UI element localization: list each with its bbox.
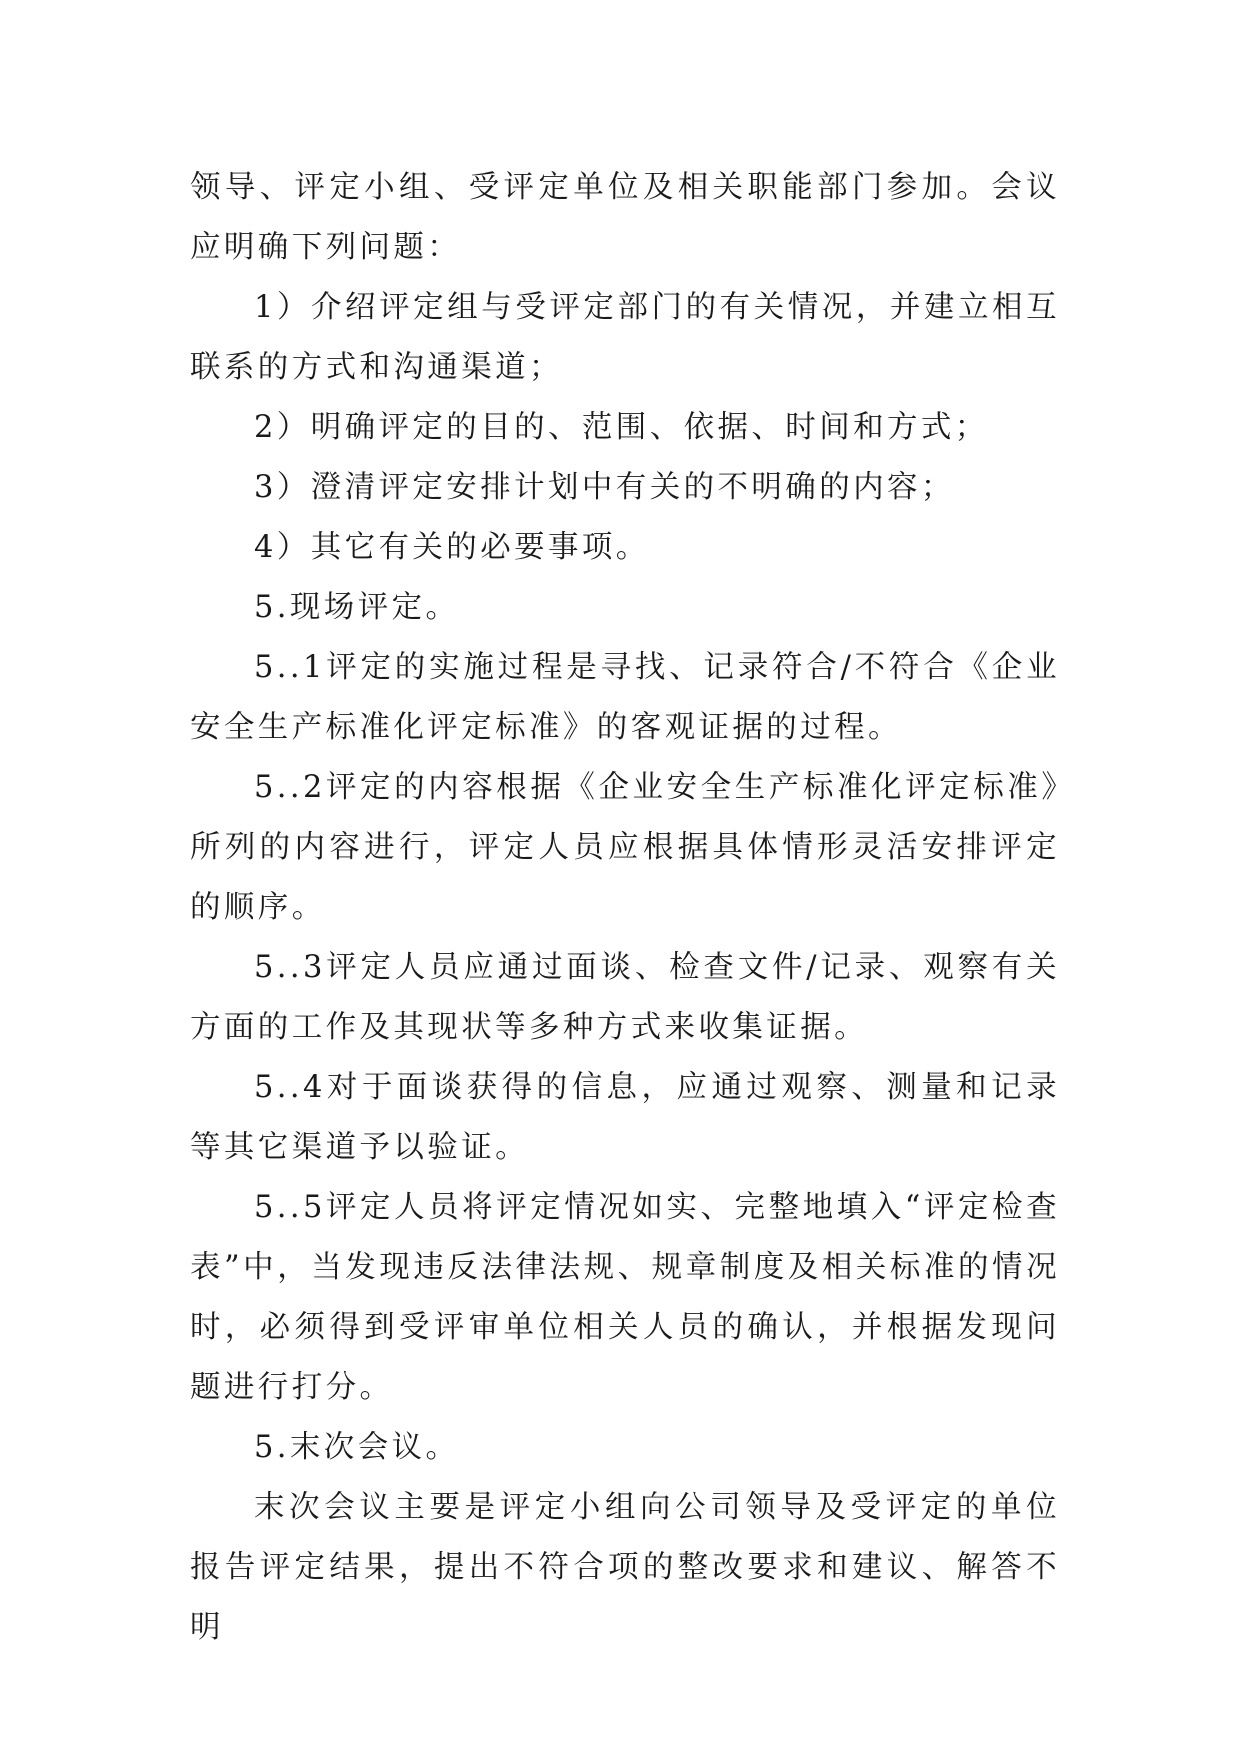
paragraph: 领导、评定小组、受评定单位及相关职能部门参加。会议应明确下列问题： bbox=[190, 170, 1060, 265]
paragraph: 5..2评定的内容根据《企业安全生产标准化评定标准》所列的内容进行，评定人员应根据具体情形灵活安排评定的顺序。 bbox=[190, 770, 1060, 925]
paragraph: 4）其它有关的必要事项。 bbox=[254, 530, 650, 565]
paragraph: 1）介绍评定组与受评定部门的有关情况，并建立相互联系的方式和沟通渠道； bbox=[190, 290, 1060, 385]
paragraph: 5..4对于面谈获得的信息，应通过观察、测量和记录等其它渠道予以验证。 bbox=[190, 1070, 1060, 1165]
paragraph: 5..5评定人员将评定情况如实、完整地填入“评定检查表”中，当发现违反法律法规、规章制度及相关标准的情况时，必须得到受评审单位相关人员的确认，并根据发现问题进行打分。 bbox=[190, 1190, 1060, 1405]
section-heading: 5.末次会议。 bbox=[254, 1430, 460, 1465]
section-heading: 5.现场评定。 bbox=[254, 590, 460, 625]
paragraph: 2）明确评定的目的、范围、依据、时间和方式； bbox=[254, 410, 989, 445]
document-body bbox=[190, 158, 1060, 1658]
paragraph: 5..1评定的实施过程是寻找、记录符合/不符合《企业安全生产标准化评定标准》的客观证据的过程。 bbox=[190, 650, 1060, 745]
paragraph: 3）澄清评定安排计划中有关的不明确的内容； bbox=[254, 470, 955, 505]
paragraph: 末次会议主要是评定小组向公司领导及受评定的单位报告评定结果，提出不符合项的整改要求和建议、解答不明 bbox=[190, 1490, 1060, 1645]
paragraph: 5..3评定人员应通过面谈、检查文件/记录、观察有关方面的工作及其现状等多种方式来收集证据。 bbox=[190, 950, 1060, 1045]
